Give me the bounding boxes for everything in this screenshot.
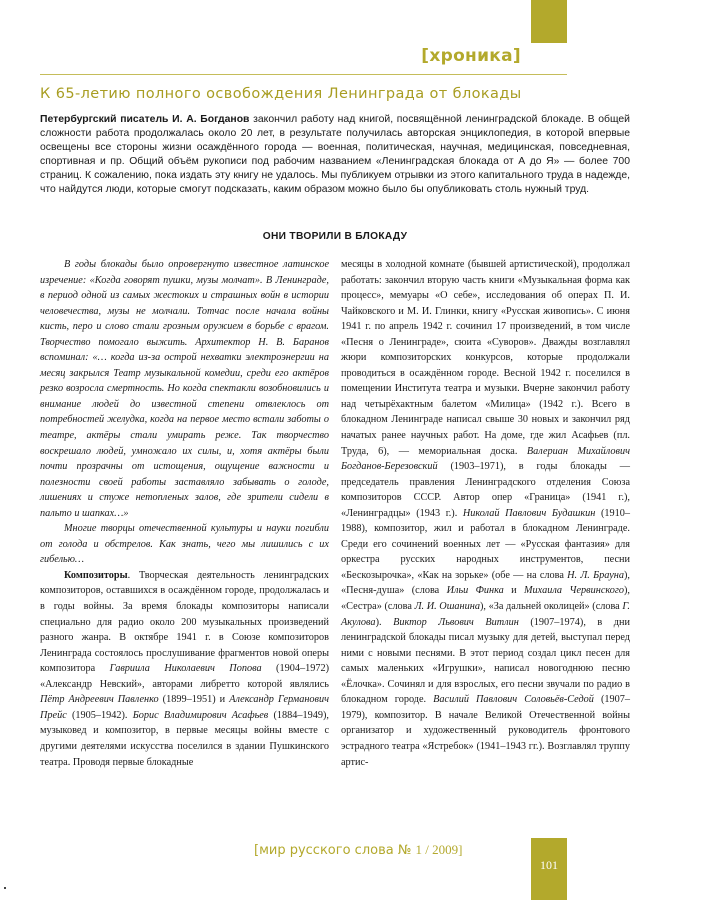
body-text: (1884–1949), музыковед и композитор, в первые месяцы войны вместе с другими деятелями искусства поселился в здании Пушкинского театра. Проводя первые блокадные	[40, 709, 329, 768]
body-text: (1903–1971), в годы блокады — председатель правления Ленинградского отделения Союза композиторов СССР. Автор опер «Граница» (1941 г.), «Ленинградцы» (1943 г.).	[341, 461, 630, 519]
composers-paragraph	[40, 568, 329, 770]
composers-heading: Композиторы	[64, 569, 128, 581]
person-name: Василий Павлович Соловьёв-Седой	[433, 694, 594, 706]
person-name: Борис Владимирович Асафьев	[132, 709, 269, 721]
body-text: (1907–1979), композитор. В начале Великой Отечественной войны организатор и художественный руководитель фронтового эстрадного театра «Ястребок» (1941–1943 гг.). Возглавлял труппу артис-	[341, 694, 630, 768]
body-text: (1905–1942).	[66, 709, 133, 721]
lead-text: закончил работу над книгой, посвящённой ленинградской блокаде. В общей сложности работа продолжалась около 20 лет, в результате получилась авторская энциклопедия, в которой впервые освещены все стороны жизни осаждённого города — военная, политическая, научная, медицинская, повседневная, спортивная и пр. Общий объём рукописи под рабочим названием «Ленинградская блокада от А до Я» — более 700 страниц. К сожалению, пока издать эту книгу не удалось. Мы публикуем отрывки из этого капитального труда в надежде, что найдутся люди, которые смогут подсказать, каким образом можно было бы опубликовать столь нужный труд.	[40, 114, 630, 195]
person-name: Пётр Андреевич Павленко	[40, 694, 159, 706]
text-column-left	[40, 257, 329, 770]
epigraph-paragraph: В годы блокады было опровергнуто известное латинское изречение: «Когда говорят пушки, музы молчат». В Ленинграде, в период одной из самых жестоких и страшных войн в истории человечества, музы не молчали. Тотчас после начала войны кисть, перо и слово стали грозным оружием в борьбе с врагом. Творчество помогало выжить. Архитектор Н. В. Баранов вспоминал: «… когда из-за острой нехватки электроэнергии на месяц закрылся Театр музыкальной комедии, среди его актёров резко возросла смертность. Но когда спектакли возобновились и внимание людей до известной степени отвлеклось от потребностей желудка, когда на первое место встали заботы о театре, актёры стали умирать реже. Так творчество воскрешало людей, умножало их силы, и, хотя актёры были почти прозрачны от истощения, ощущение важности и полезности своей работы заставляло забывать о голоде, лишениях и стуже нетопленых залов, где зрители сидели в пальто и шапках…»	[40, 259, 329, 519]
header-divider	[40, 74, 567, 75]
person-name: Николай Павлович Будашкин	[462, 507, 596, 519]
page-number: 101	[540, 858, 558, 872]
body-text: (1910–1988), композитор, жил и работал в блокадном Ленинграде. Среди его сочинений военных лет — «Русская фантазия» для оркестра русских народных инструментов, песни «Бескозырочка», «Как на зорьке» (обе — на слова	[341, 507, 630, 581]
body-text: (1904–1972) «Александр Невский», авторами либретто которой являлись	[40, 663, 329, 690]
lead-paragraph	[40, 113, 630, 196]
article-headline: К 65-летию полного освобождения Ленинграда от блокады	[40, 86, 522, 102]
body-text: . Творческая деятельность ленинградских композиторов, оставшихся в осаждённом городе, продолжалась и в годы войны. За время блокады композиторы написали специально для радио около 200 музыкальных произведений разного жанра. В октябре 1941 г. в Союзе композиторов Ленинграда состоялось прослушивание фрагментов новой оперы композитора	[40, 569, 329, 675]
margin-mark	[4, 887, 6, 889]
person-name: Виктор Львович Витлин	[393, 616, 519, 628]
person-name: Ильи Финка	[446, 585, 504, 597]
body-text: ), «За дальней околицей» (слова	[479, 601, 623, 613]
lead-author: Петербургский писатель И. А. Богданов	[40, 114, 250, 125]
body-text: ), «Сестра» (слова	[341, 585, 630, 613]
person-name: Н. Л. Брауна	[567, 569, 625, 581]
page-number-box	[531, 838, 567, 900]
top-accent-band	[531, 0, 567, 43]
text-column-right	[341, 257, 630, 770]
person-name: Г. Акулова	[341, 601, 630, 628]
person-name: Гавриила Николаевич Попова	[109, 663, 262, 675]
body-text: (1899–1951) и	[158, 694, 230, 706]
person-name: Валериан Михайлович Богданов-Березовский	[341, 445, 630, 473]
body-text: ), «Песня-душа» (слова	[341, 569, 630, 597]
epigraph-paragraph-2: Многие творцы отечественной культуры и науки погибли от голода и обстрелов. Как знать, чего мы лишились с их гибелью…	[40, 523, 329, 566]
journal-name: [мир русского слова №	[254, 843, 412, 858]
section-title: ОНИ ТВОРИЛИ В БЛОКАДУ	[262, 231, 408, 242]
continuation-paragraph	[341, 257, 630, 770]
section-rubric: [хроника]	[421, 46, 521, 66]
person-name: Л. И. Ошанина	[414, 601, 480, 613]
journal-footer	[254, 842, 504, 858]
person-name: Михаила Червинского	[524, 585, 625, 597]
issue-number: 1 / 2009]	[415, 842, 463, 857]
body-text: месяцы в холодной комнате (бывшей артистической), продолжал работать: закончил вторую часть книги «Музыкальная форма как процесс», мемуары «О себе», исследования об операх П. И. Чайковского и М. И. Глинки, книгу «Русская живопись». С июня 1941 г. по апрель 1942 г. сочинил 17 произведений, в том числе «Песня о Ленинграде», сюита «Суворов». Дважды возглавлял жюри композиторских конкурсов, которые продолжали проводиться в осаждённом городе. Весной 1942 г. поселился в помещении Института театра и музыки. Вчерне закончил работу над четырёхактным балетом «Милица» (1942 г.). Всего в блокадном Ленинграде написал свыше 30 новых и закончил ряд начатых ранее научных работ. На доме, где жил Асафьев (пл. Труда, 6), — мемориальная доска.	[341, 259, 630, 457]
person-name: Александр Германович Прейс	[40, 694, 329, 721]
body-text: (1907–1974), в дни ленинградской блокады писал музыку для детей, выступал перед ними с новыми песнями. В этот период создал цикл песен для самых маленьких «Игрушки», написал новогоднюю песню «Ёлочка». Сочинял и для взрослых, его песни звучали по радио в блокадном городе.	[341, 616, 630, 706]
body-text: ).	[375, 616, 394, 628]
body-text: и	[503, 585, 524, 597]
